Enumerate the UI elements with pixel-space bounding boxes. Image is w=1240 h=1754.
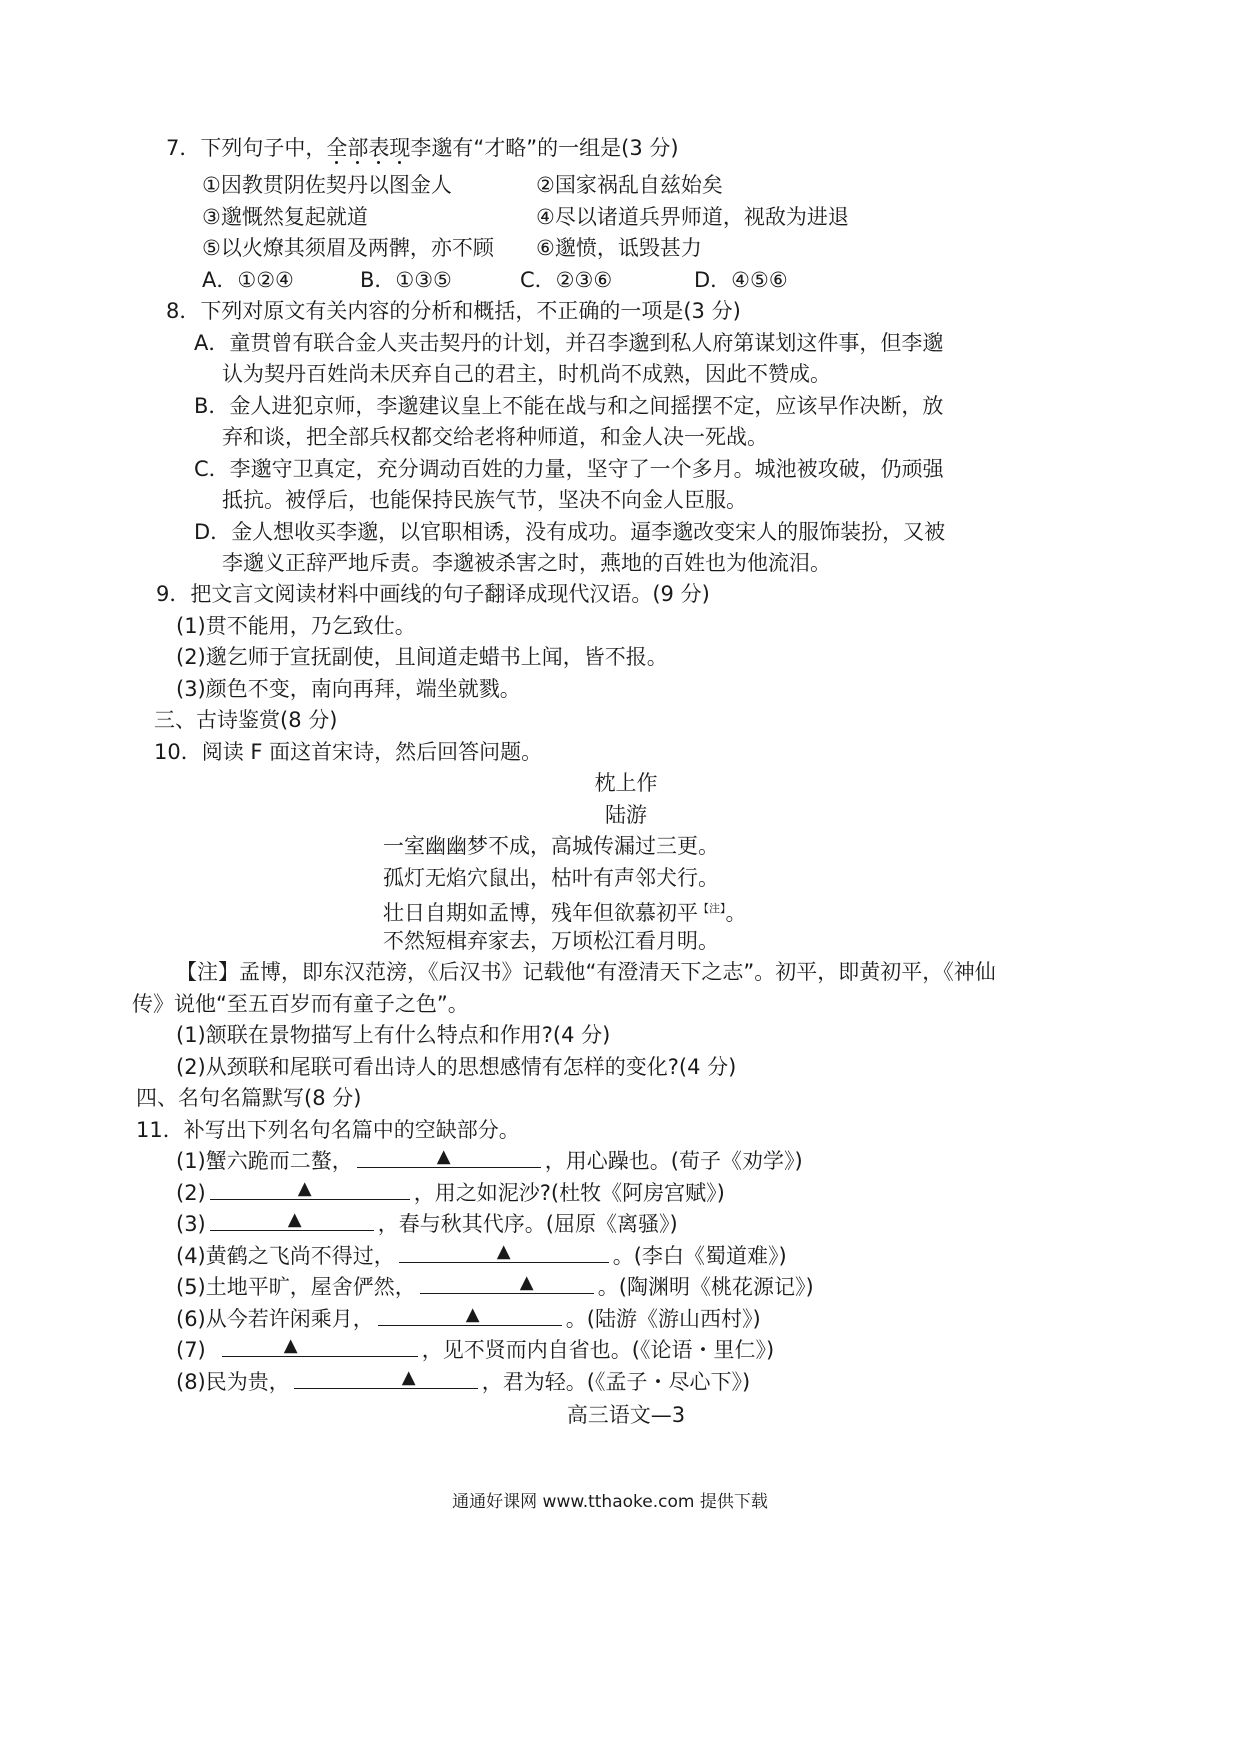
q11-item-7: (7) ▲ ，见不贤而内自省也。(《论语・里仁》) bbox=[176, 1335, 775, 1362]
poem-line-2: 孤灯无焰穴鼠出，枯叶有声邻犬行。 bbox=[383, 866, 719, 890]
q8-option-d-line2: 李邈义正辞严地斥责。李邈被杀害之时，燕地的百姓也为他流泪。 bbox=[222, 551, 831, 575]
q9-item-3: (3)颜色不变，南向再拜，端坐就戮。 bbox=[176, 677, 521, 701]
q11-item-4: (4)黄鹤之飞尚不得过， ▲ 。(李白《蜀道难》) bbox=[176, 1241, 787, 1268]
emphasis-char: 表 bbox=[368, 136, 390, 160]
q8-option-b-line1: B．金人进犯京师，李邈建议皇上不能在战与和之间摇摆不定，应该早作决断，放 bbox=[194, 394, 944, 418]
q8-option-a-line1: A．童贯曾有联合金人夹击契丹的计划，并召李邈到私人府第谋划这件事，但李邈 bbox=[194, 331, 944, 355]
q8-option-c-line1: C．李邈守卫真定，充分调动百姓的力量，坚守了一个多月。城池被攻破，仍顽强 bbox=[194, 457, 944, 481]
q7-stem: 7．下列句子中，全部表现李邈有“才略”的一组是(3 分) bbox=[166, 136, 679, 160]
triangle-icon: ▲ bbox=[283, 1335, 298, 1356]
poem-author: 陆游 bbox=[605, 803, 647, 827]
q8-option-a-line2: 认为契丹百姓尚未厌弃自己的君主，时机尚不成熟，因此不赞成。 bbox=[222, 362, 831, 386]
poem-title: 枕上作 bbox=[594, 771, 658, 795]
q9-item-1: (1)贯不能用，乃乞致仕。 bbox=[176, 614, 416, 638]
answer-blank[interactable] bbox=[399, 1242, 609, 1263]
section-heading-recitation: 四、名句名篇默写(8 分) bbox=[136, 1086, 362, 1110]
q7-item-1: ①因教贯阴佐契丹以图金人 bbox=[202, 173, 452, 197]
q7-option-b: B．①③⑤ bbox=[360, 268, 452, 292]
answer-blank[interactable] bbox=[357, 1147, 541, 1168]
q7-item-4: ④尽以诸道兵畀师道，视敌为进退 bbox=[536, 205, 849, 229]
emphasis-char: 现 bbox=[389, 136, 411, 160]
q8-option-d-line1: D．金人想收买李邈，以官职相诱，没有成功。逼李邈改变宋人的服饰装扮，又被 bbox=[194, 520, 946, 544]
section-heading-poetry: 三、古诗鉴赏(8 分) bbox=[154, 708, 338, 732]
q7-item-6: ⑥邈愤，诋毁甚力 bbox=[536, 236, 702, 260]
answer-blank[interactable] bbox=[294, 1368, 478, 1389]
q7-option-d: D．④⑤⑥ bbox=[694, 268, 788, 292]
triangle-icon: ▲ bbox=[287, 1209, 302, 1230]
answer-blank[interactable] bbox=[378, 1305, 562, 1326]
footer-source: 通通好课网 www.tthaoke.com 提供下载 bbox=[452, 1492, 768, 1512]
q7-option-c: C．②③⑥ bbox=[520, 268, 613, 292]
q7-option-a: A．①②④ bbox=[202, 268, 294, 292]
q8-option-b-line2: 弃和谈，把全部兵权都交给老将种师道，和金人决一死战。 bbox=[222, 425, 768, 449]
q10-stem: 10．阅读 F 面这首宋诗，然后回答问题。 bbox=[154, 740, 543, 764]
q11-item-6: (6)从今若许闲乘月， ▲ 。(陆游《游山西村》) bbox=[176, 1304, 761, 1331]
triangle-icon: ▲ bbox=[401, 1367, 416, 1388]
answer-blank[interactable] bbox=[420, 1273, 594, 1294]
answer-blank[interactable] bbox=[210, 1210, 374, 1231]
emphasis-char: 部 bbox=[347, 136, 369, 160]
q11-item-8: (8)民为贵， ▲ ，君为轻。(《孟子・尽心下》) bbox=[176, 1367, 751, 1394]
answer-blank[interactable] bbox=[210, 1179, 410, 1200]
q10-question-1: (1)颔联在景物描写上有什么特点和作用?(4 分) bbox=[176, 1023, 611, 1047]
poem-note-line1: 【注】孟博，即东汉范滂，《后汉书》记载他“有澄清天下之志”。初平，即黄初平，《神仙 bbox=[176, 960, 996, 984]
q9-stem: 9．把文言文阅读材料中画线的句子翻译成现代汉语。(9 分) bbox=[156, 582, 710, 606]
triangle-icon: ▲ bbox=[436, 1146, 451, 1167]
poem-line-1: 一室幽幽梦不成，高城传漏过三更。 bbox=[383, 834, 719, 858]
q11-item-1: (1)蟹六跪而二螯， ▲ ，用心躁也。(荀子《劝学》) bbox=[176, 1146, 803, 1173]
page-label: 高三语文—3 bbox=[566, 1403, 686, 1427]
triangle-icon: ▲ bbox=[297, 1178, 312, 1199]
q9-item-2: (2)邈乞师于宣抚副使，且间道走蜡书上闻，皆不报。 bbox=[176, 645, 668, 669]
poem-note-line2: 传》说他“至五百岁而有童子之色”。 bbox=[132, 992, 469, 1016]
triangle-icon: ▲ bbox=[465, 1304, 480, 1325]
q7-item-2: ②国家祸乱自兹始矣 bbox=[536, 173, 723, 197]
poem-line-4: 不然短楫弃家去，万顷松江看月明。 bbox=[383, 929, 719, 953]
q10-question-2: (2)从颈联和尾联可看出诗人的思想感情有怎样的变化?(4 分) bbox=[176, 1055, 737, 1079]
q8-stem: 8．下列对原文有关内容的分析和概括，不正确的一项是(3 分) bbox=[166, 299, 741, 323]
emphasis-dotted-text bbox=[326, 136, 410, 160]
q7-item-3: ③邈慨然复起就道 bbox=[202, 205, 368, 229]
answer-blank[interactable] bbox=[222, 1336, 418, 1357]
q11-item-2: (2) ▲ ，用之如泥沙?(杜牧《阿房宫赋》) bbox=[176, 1178, 725, 1205]
q8-option-c-line2: 抵抗。被俘后，也能保持民族气节，坚决不向金人臣服。 bbox=[222, 488, 747, 512]
q7-item-5: ⑤以火燎其须眉及两髀，亦不顾 bbox=[202, 236, 494, 260]
triangle-icon: ▲ bbox=[496, 1241, 511, 1262]
emphasis-char: 全 bbox=[326, 136, 348, 160]
q11-stem: 11．补写出下列名句名篇中的空缺部分。 bbox=[136, 1118, 520, 1142]
triangle-icon: ▲ bbox=[519, 1272, 534, 1293]
poem-line-3: 壮日自期如孟博，残年但欲慕初平$^{【注】}$。 bbox=[383, 901, 747, 925]
q11-item-3: (3) ▲ ，春与秋其代序。(屈原《离骚》) bbox=[176, 1209, 678, 1236]
q11-item-5: (5)土地平旷，屋舍俨然， ▲ 。(陶渊明《桃花源记》) bbox=[176, 1272, 814, 1299]
note-marker: 【注】 bbox=[698, 902, 726, 915]
